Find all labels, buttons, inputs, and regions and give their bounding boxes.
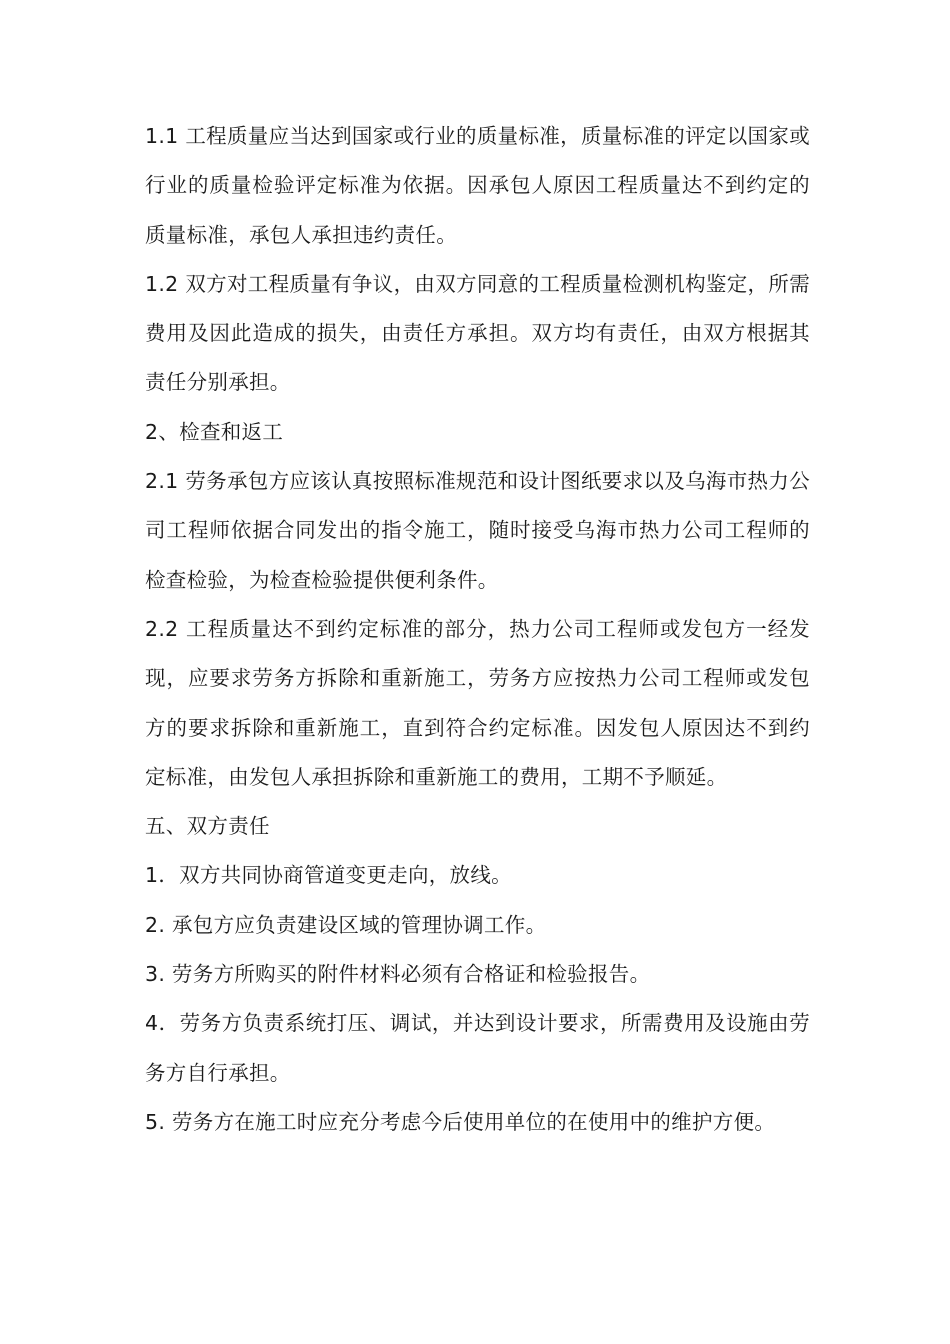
responsibility-item-5: 5. 劳务方在施工时应充分考虑今后使用单位的在使用中的维护方便。 bbox=[145, 1109, 776, 1134]
document-body bbox=[145, 112, 810, 1147]
section-heading-responsibilities: 五、双方责任 bbox=[145, 814, 270, 839]
section-heading-inspection: 2、检查和返工 bbox=[145, 419, 284, 444]
clause-1-1: 1.1 工程质量应当达到国家或行业的质量标准，质量标准的评定以国家或行业的质量检验评定标准为依据。因承包人原因工程质量达不到约定的质量标准，承包人承担违约责任。 bbox=[145, 124, 810, 247]
clause-2-2: 2.2 工程质量达不到约定标准的部分，热力公司工程师或发包方一经发现，应要求劳务方拆除和重新施工，劳务方应按热力公司工程师或发包方的要求拆除和重新施工，直到符合约定标准。因发包人原因达不到约定标准，由发包人承担拆除和重新施工的费用，工期不予顺延。 bbox=[145, 616, 810, 789]
clause-1-2: 1.2 双方对工程质量有争议，由双方同意的工程质量检测机构鉴定，所需费用及因此造成的损失，由责任方承担。双方均有责任，由双方根据其责任分别承担。 bbox=[145, 271, 810, 395]
responsibility-item-2: 2. 承包方应负责建设区域的管理协调工作。 bbox=[145, 912, 547, 937]
responsibility-item-3: 3. 劳务方所购买的附件材料必须有合格证和检验报告。 bbox=[145, 962, 651, 987]
responsibility-item-4: 4．劳务方负责系统打压、调试，并达到设计要求，所需费用及设施由劳务方自行承担。 bbox=[145, 1011, 810, 1085]
clause-2-1: 2.1 劳务承包方应该认真按照标准规范和设计图纸要求以及乌海市热力公司工程师依据合同发出的指令施工，随时接受乌海市热力公司工程师的检查检验，为检查检验提供便利条件。 bbox=[145, 469, 810, 592]
responsibility-item-1: 1．双方共同协商管道变更走向，放线。 bbox=[145, 863, 512, 888]
